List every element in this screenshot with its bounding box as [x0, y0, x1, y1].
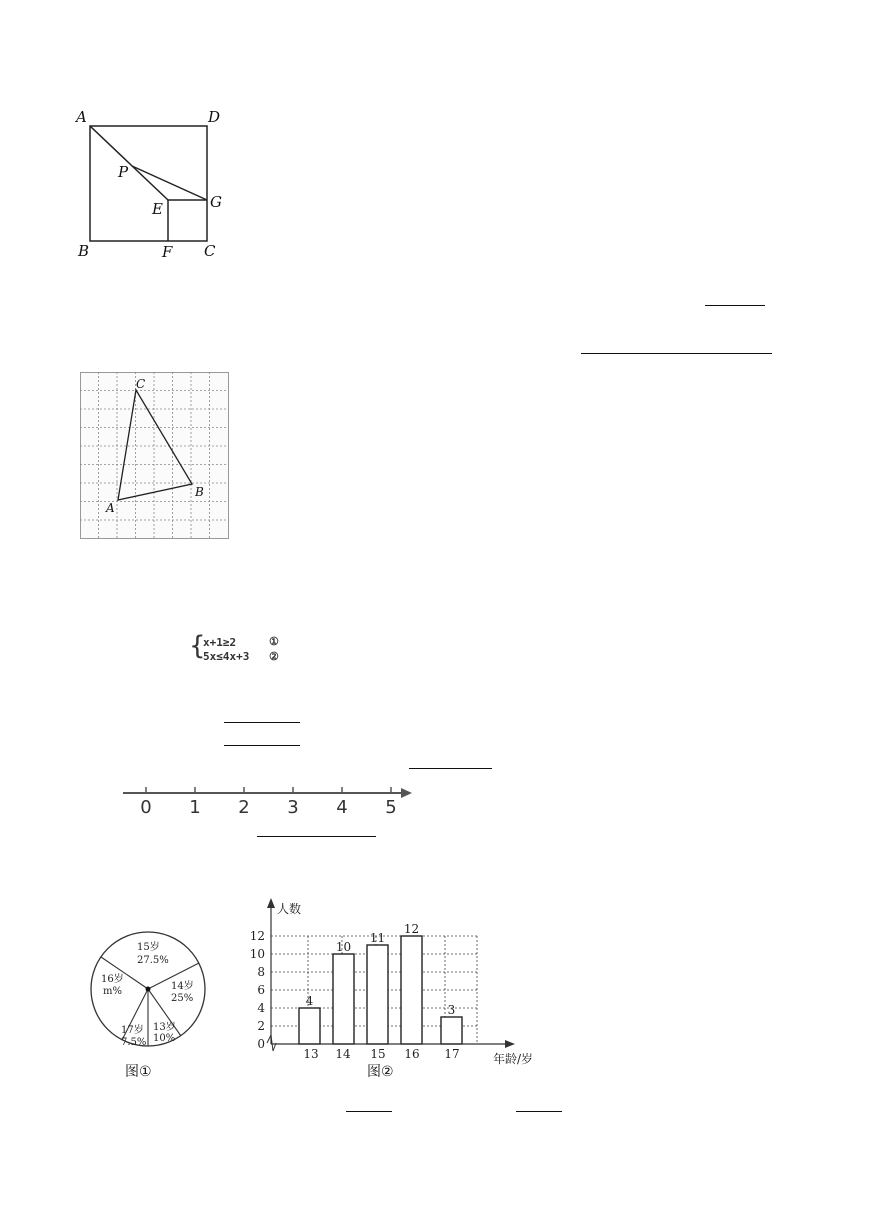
x-tick-label: 16: [404, 1047, 420, 1061]
answer-blank[interactable]: [224, 722, 300, 723]
bar: [333, 954, 354, 1044]
pie-label-age: 14岁: [171, 981, 194, 992]
answer-blank[interactable]: [516, 1111, 562, 1112]
label-e: E: [152, 200, 163, 218]
answer-blank[interactable]: [581, 353, 772, 354]
label-p: P: [118, 163, 129, 181]
answer-blank[interactable]: [257, 836, 376, 837]
y-tick-label: 2: [257, 1019, 265, 1033]
label-a: A: [76, 108, 87, 126]
bar: [299, 1008, 320, 1044]
bar-value-label: 11: [369, 931, 386, 945]
bar-caption: 图②: [367, 1064, 394, 1080]
pie-label-age: 15岁: [137, 942, 160, 953]
answer-blank[interactable]: [705, 305, 765, 306]
number-line-label: 4: [336, 797, 348, 818]
inequality-line-2: 5x≤4x+3: [203, 650, 250, 663]
y-tick-label: 4: [257, 1001, 265, 1015]
x-tick-label: 15: [370, 1047, 386, 1061]
bar-value-label: 10: [335, 940, 352, 954]
label-b: B: [78, 242, 90, 260]
number-line-label: 5: [385, 797, 397, 818]
number-line-label: 3: [287, 797, 299, 818]
y-tick-label: 12: [249, 929, 265, 943]
number-line-arrow: [401, 788, 412, 798]
label-a: A: [106, 501, 115, 515]
x-axis-arrow: [505, 1040, 515, 1048]
left-brace: {: [189, 631, 206, 661]
label-f: F: [162, 243, 173, 261]
y-tick-label: 10: [249, 947, 265, 961]
square-figure: [70, 104, 240, 264]
label-c: C: [204, 242, 216, 260]
answer-blank[interactable]: [409, 768, 492, 769]
label-b: B: [195, 485, 204, 499]
x-tick-label: 14: [335, 1047, 351, 1061]
bar-value-label: 12: [403, 922, 420, 936]
pie-center: [146, 987, 151, 992]
y-tick-label: 0: [257, 1037, 265, 1051]
inequality-line-1: x+1≥2: [203, 636, 237, 649]
bar-value-label: 4: [305, 994, 314, 1008]
bar: [367, 945, 388, 1044]
bar-value-label: 3: [447, 1003, 456, 1017]
pie-caption: 图①: [125, 1064, 152, 1080]
bar: [441, 1017, 462, 1044]
pie-label-age: 13岁: [153, 1022, 176, 1033]
segment-pg: [132, 166, 207, 200]
y-tick-label: 6: [257, 983, 265, 997]
number-line-label: 0: [140, 797, 152, 818]
inequality-system: [189, 631, 289, 664]
pie-label-percent: 7.5%: [121, 1037, 147, 1048]
grid-triangle-figure: [80, 372, 230, 540]
x-axis-label: 年龄/岁: [493, 1052, 534, 1066]
number-line-label: 1: [189, 797, 201, 818]
pie-label-percent: 10%: [153, 1033, 176, 1044]
pie-label-age: 17岁: [121, 1025, 144, 1036]
bar-chart: [245, 895, 545, 1085]
answer-blank[interactable]: [346, 1111, 392, 1112]
number-line: [120, 780, 420, 820]
pie-label-age: 16岁: [101, 974, 124, 985]
x-tick-label: 17: [444, 1047, 460, 1061]
pie-chart: [85, 920, 215, 1090]
y-tick-label: 8: [257, 965, 265, 979]
pie-label-percent: 27.5%: [137, 955, 169, 966]
segment-ae: [90, 126, 168, 200]
pie-label-percent: m%: [103, 986, 122, 997]
pie-label-percent: 25%: [171, 993, 194, 1004]
bar: [401, 936, 422, 1044]
answer-blank[interactable]: [224, 745, 300, 746]
axis-break-mark: [267, 1035, 276, 1051]
marker-2: ②: [269, 650, 279, 663]
number-line-label: 2: [238, 797, 250, 818]
y-axis-label: 人数: [277, 902, 302, 916]
y-axis-arrow: [267, 898, 275, 908]
label-c: C: [136, 377, 146, 391]
label-g: G: [210, 193, 222, 211]
marker-1: ①: [269, 635, 279, 648]
label-d: D: [208, 108, 221, 126]
x-tick-label: 13: [303, 1047, 319, 1061]
